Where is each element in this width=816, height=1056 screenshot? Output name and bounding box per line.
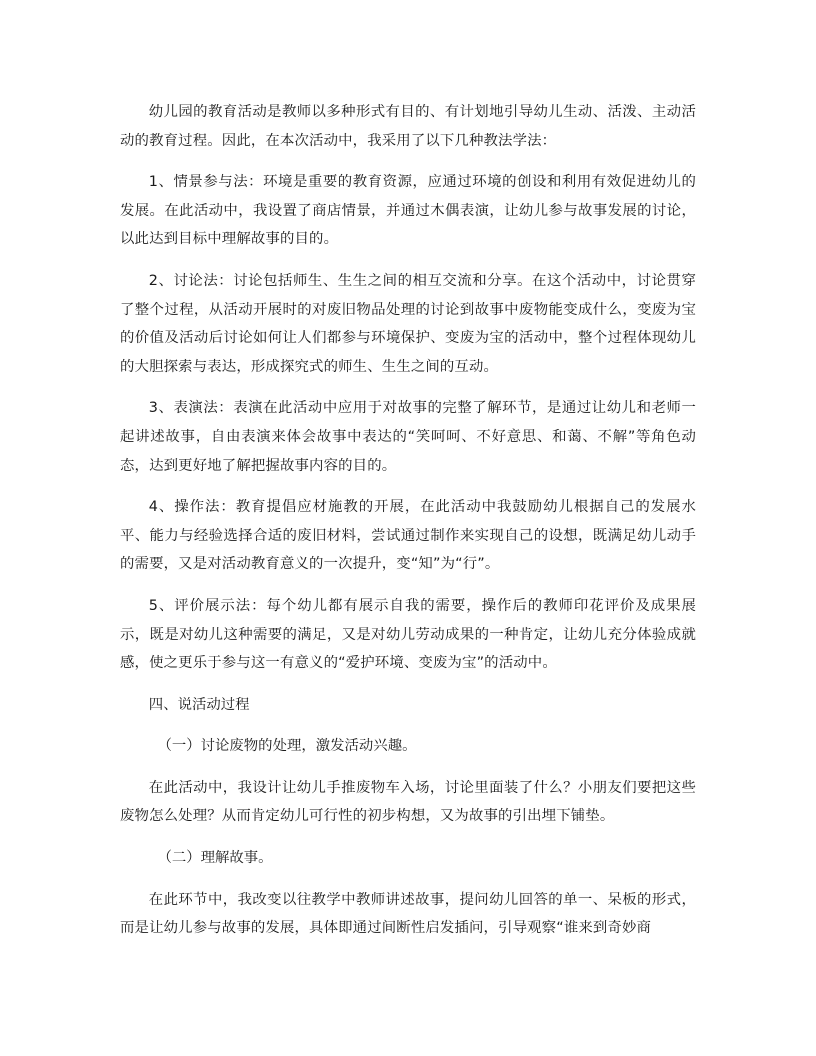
method-paragraph-2: 2、讨论法：讨论包括师生、生生之间的相互交流和分享。在这个活动中，讨论贯穿了整个过程，从活动开展时的对废旧物品处理的讨论到故事中废物能变成什么，变废为宝的价值及活动后讨论如何让人们都参与环境保护、变废为宝的活动中，整个过程体现幼儿的大胆探索与表达，形成探究式的师生、生生之间的互动。 xyxy=(120,272,696,375)
step2-heading: （二）理解故事。 xyxy=(157,850,273,867)
method-paragraph-4: 4、操作法：教育提倡应材施教的开展，在此活动中我鼓励幼儿根据自己的发展水平、能力与经验选择合适的废旧材料，尝试通过制作来实现自己的设想，既满足幼儿动手的需要，又是对活动教育意义的一次提升，变“知”为“行”。 xyxy=(120,499,696,573)
method-paragraph-3: 3、表演法：表演在此活动中应用于对故事的完整了解环节，是通过让幼儿和老师一起讲述故事，自由表演来体会故事中表达的“笑呵呵、不好意思、和蔼、不解”等角色动态，达到更好地了解把握故事内容的目的。 xyxy=(120,400,696,474)
step1-paragraph: 在此活动中，我设计让幼儿手推废物车入场，讨论里面装了什么？小朋友们要把这些废物怎么处理？从而肯定幼儿可行性的初步构想，又为故事的引出埋下铺垫。 xyxy=(120,779,696,825)
step2-paragraph: 在此环节中，我改变以往教学中教师讲述故事，提问幼儿回答的单一、呆板的形式，而是让幼儿参与故事的发展，具体即通过间断性启发插问，引导观察“谁来到奇妙商 xyxy=(120,891,696,937)
method-paragraph-5: 5、评价展示法：每个幼儿都有展示自我的需要，操作后的教师印花评价及成果展示，既是对幼儿这种需要的满足，又是对幼儿劳动成果的一种肯定，让幼儿充分体验成就感，使之更乐于参与这一有意义的“爱护环境、变废为宝”的活动中。 xyxy=(120,597,696,672)
method-paragraph-1: 1、情景参与法：环境是重要的教育资源，应通过环境的创设和利用有效促进幼儿的发展。在此活动中，我设置了商店情景，并通过木偶表演，让幼儿参与故事发展的讨论，以此达到目标中理解故事的目的。 xyxy=(120,174,696,248)
document-page xyxy=(120,98,696,943)
intro-paragraph: 幼儿园的教育活动是教师以多种形式有目的、有计划地引导幼儿生动、活泼、主动活动的教育过程。因此，在本次活动中，我采用了以下几种教法学法： xyxy=(120,104,696,149)
step1-heading: （一）讨论废物的处理，激发活动兴趣。 xyxy=(157,738,417,755)
section-heading: 四、说活动过程 xyxy=(148,696,250,713)
